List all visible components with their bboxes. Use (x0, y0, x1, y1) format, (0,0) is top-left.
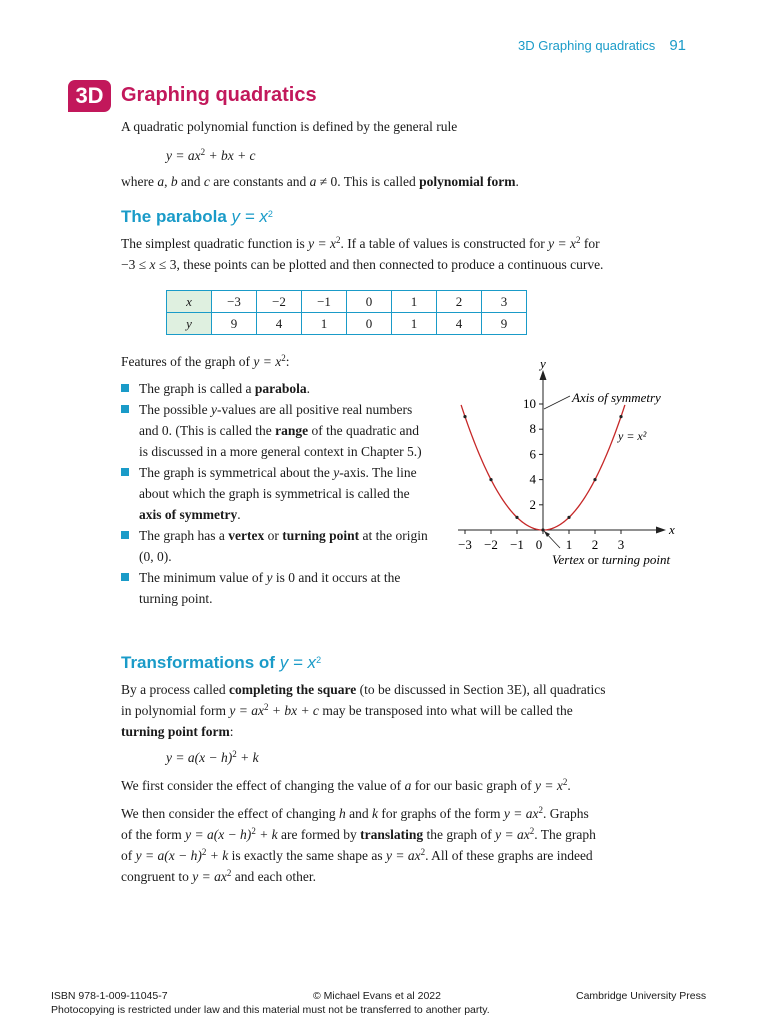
transform-paragraph-line3: turning point form: (121, 724, 234, 739)
table-cell: 4 (437, 313, 482, 335)
x-tick-label: −1 (510, 537, 524, 552)
general-rule: $y = ax^2$ + bx + c (166, 147, 256, 163)
data-point (593, 478, 596, 481)
footer-copyright: © Michael Evans et al 2022 (313, 990, 441, 1002)
list-item: The graph has a vertex or turning point at the origin (0, 0). (121, 525, 429, 567)
table-header-y: y (167, 313, 212, 335)
features-list (121, 378, 441, 609)
parabola-paragraph-line2: −3 ≤ x ≤ 3, these points can be plotted and then connected to produce a continuous curve. (121, 257, 604, 272)
transform-paragraph-3-line3: of $y = a(x - h)^2 + k$ is exactly the same shape as $y = ax^2$. All of these graphs are indeed (121, 847, 593, 863)
term-polynomial-form: polynomial form (419, 174, 516, 189)
table-cell: 2 (437, 291, 482, 313)
intro-definition: where a, b and c are constants and a ≠ 0. This is called polynomial form. (121, 174, 519, 189)
list-item: The graph is called a parabola. (121, 378, 441, 399)
table-of-values (166, 290, 527, 335)
transform-paragraph-2: We first consider the effect of changing the value of a for our basic graph of $y = x^2$. (121, 777, 571, 793)
intro-line: A quadratic polynomial function is defined by the general rule (121, 119, 458, 134)
table-cell: 0 (347, 291, 392, 313)
footer-publisher: Cambridge University Press (576, 990, 707, 1002)
data-point (567, 516, 570, 519)
transform-paragraph-3-line4: congruent to $y = ax^2$ and each other. (121, 868, 317, 884)
footer-isbn: ISBN 978-1-009-11045-7 (51, 990, 168, 1002)
transform-paragraph-3-line1: We then consider the effect of changing h and k for graphs of the form $y = ax^2$. Graphs (121, 805, 589, 821)
y-axis-label: y (540, 356, 546, 371)
running-header (518, 37, 686, 54)
data-point (515, 516, 518, 519)
list-item: The minimum value of y is 0 and it occurs at the turning point. (121, 567, 429, 609)
y-tick-label: 6 (529, 446, 536, 462)
rule-part: + bx + c (205, 148, 256, 163)
transform-paragraph-line2: in polynomial form $y = ax^2$ + bx + c may be transposed into what will be called the (121, 702, 573, 718)
y-axis-arrow (540, 370, 547, 380)
table-header-x: x (167, 291, 212, 313)
section-title: Graphing quadratics (121, 84, 317, 106)
vertex-label: Vertex or turning point (552, 552, 671, 567)
table-cell: 0 (347, 313, 392, 335)
table-cell: 1 (392, 291, 437, 313)
data-point (489, 478, 492, 481)
parabola-paragraph-line1: The simplest quadratic function is $y = x^2$. If a table of values is constructed for $y = x^2$ for (121, 235, 600, 251)
y-tick-label: 10 (523, 396, 536, 411)
x-axis-label: x (669, 522, 675, 537)
y-tick-label: 2 (529, 496, 536, 512)
transform-paragraph-line1: By a process called completing the square (to be discussed in Section 3E), all quadratics (121, 682, 606, 697)
data-point (541, 528, 544, 531)
table-cell: 9 (212, 313, 257, 335)
rule-part: y = ax (166, 148, 201, 163)
transform-paragraph-3-line2: of the form $y = a(x - h)^2 + k$ are formed by translating the graph of $y = ax^2$. The graph (121, 826, 596, 842)
table-cell: 9 (482, 313, 527, 335)
turning-point-form: $y = a(x - h)^2 + k$ (166, 749, 259, 765)
list-item: The graph is symmetrical about the y-axis. The line about which the graph is symmetrical is called the axis of symmetry. (121, 462, 429, 525)
table-row-x (167, 291, 527, 313)
table-cell: 1 (392, 313, 437, 335)
table-cell: 1 (302, 313, 347, 335)
parabola-graph (440, 352, 700, 577)
list-item: The possible y-values are all positive real numbers and 0. (This is called the range of the quadratic and is discussed in a more general context in Chapter 5.) (121, 399, 429, 462)
table-cell: −2 (257, 291, 302, 313)
axis-of-symmetry-label: Axis of symmetry (572, 390, 661, 405)
x-tick-label: −3 (458, 537, 472, 552)
table-row-y (167, 313, 527, 335)
data-point (619, 415, 622, 418)
x-axis-arrow (656, 527, 666, 534)
y-tick-label: 4 (529, 471, 536, 487)
x-tick-label: 2 (591, 537, 599, 552)
running-header-section: 3D Graphing quadratics (518, 38, 656, 53)
y-tick-label: 8 (529, 421, 536, 437)
heading-parabola: The parabola $y = x^2$ (121, 207, 273, 226)
table-cell: 3 (482, 291, 527, 313)
footer-notice: Photocopying is restricted under law and this material must not be transferred to another party. (51, 1004, 490, 1016)
axis-of-symmetry-pointer (544, 396, 570, 409)
heading-transformations: Transformations of $y = x^2$ (121, 653, 322, 672)
table-cell: −1 (302, 291, 347, 313)
x-tick-label: 3 (617, 537, 625, 552)
x-tick-label: −2 (484, 537, 498, 552)
page-number: 91 (669, 37, 686, 54)
table-cell: −3 (212, 291, 257, 313)
data-point (463, 415, 466, 418)
x-tick-label: 0 (535, 537, 543, 552)
curve-label: y = x² (618, 429, 647, 443)
table-cell: 4 (257, 313, 302, 335)
x-tick-label: 1 (565, 537, 573, 552)
features-intro: Features of the graph of $y = x^2$: (121, 353, 290, 369)
section-badge: 3D (68, 80, 111, 112)
